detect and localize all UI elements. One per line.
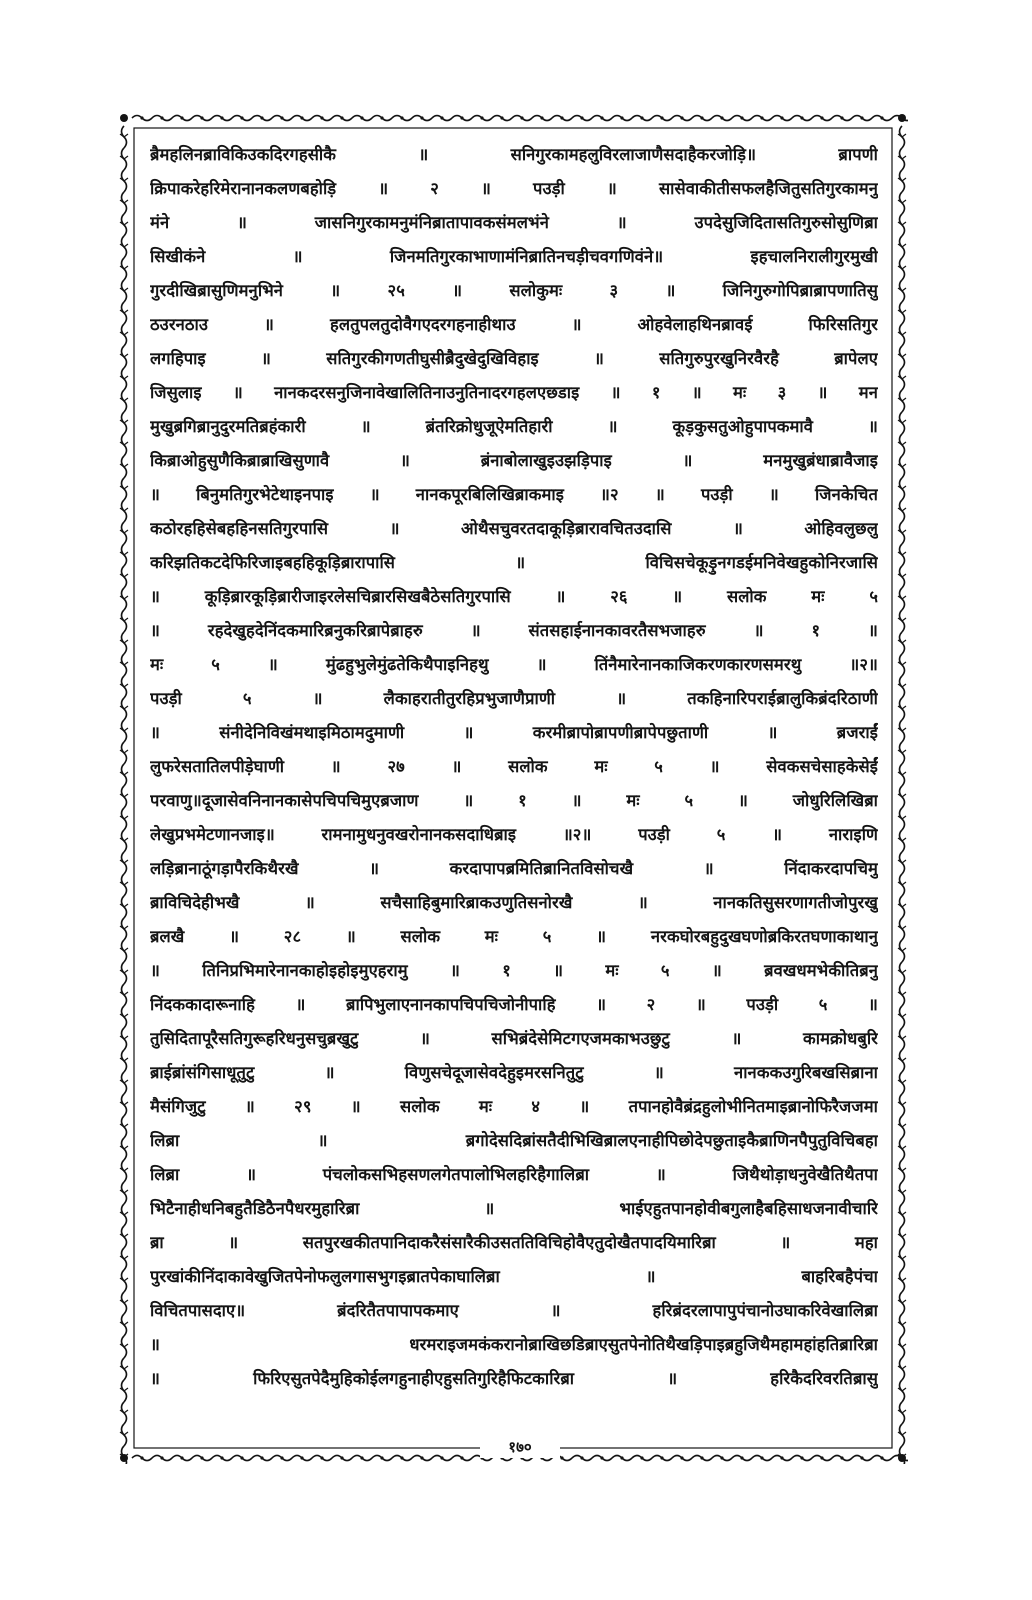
text-line: सिखीकंने ॥ जिनमतिगुरकाभाणामंनिब्रातिनचड़ीचवगणिवंने॥ इहचालनिरालीगुरमुखी xyxy=(150,247,878,266)
text-line: ॥ कूड़िब्रारकूड़िब्रारीजाइरलेसचिब्रारसिखबैठेसतिगुरपासि ॥ २६ ॥ सलोक मः ५ xyxy=(150,587,878,606)
text-line: ब्राविचिदेहीभखै ॥ सचैसाहिबुमारिब्राकउणुतिसनोरखै ॥ नानकतिसुसरणागतीजोपुरखु xyxy=(150,893,878,912)
text-line xyxy=(150,1398,878,1428)
text-line: ॥ धरमराइजमकंकरानोब्राखिछडिब्राएसुतपेनोतिथैखड़िपाइब्रहुजिथैमहामहांहतिब्रारिब्रा xyxy=(150,1335,878,1354)
text-line: ठउरनठाउ ॥ हलतुपलतुदोवैगएदरगहनाहीथाउ ॥ ओहवेलाहथिनब्रावई फिरिसतिगुर xyxy=(150,315,878,334)
text-line: क्रिपाकरेहरिमेरानानकलणबहोड़ि ॥ २ ॥ पउड़ी ॥ सासेवाकीतीसफलहैजितुसतिगुरकामनु xyxy=(150,179,878,198)
text-line: विचितपासदाए॥ ब्रंदरितैतपापापकमाए ॥ हरिब्रंदरलापापुपंचानोउघाकरिवेखालिब्रा xyxy=(150,1301,878,1320)
text-line: ॥ फिरिएसुतपेदैमुहिकोईलगहुनाहीएहुसतिगुरिहैफिटकारिब्रा ॥ हरिकैदरिवरतिब्रासु xyxy=(150,1369,878,1388)
text-line: ॥ संनीदेनिविखंमथाइमिठामदुमाणी ॥ करमीब्रापोब्रापणीब्रापेपछुताणी ॥ ब्रजराईं xyxy=(150,723,878,742)
text-line: गुरदीखिब्रासुणिमनुभिने ॥ २५ ॥ सलोकुमः ३ ॥ जिनिगुरुगोपिब्राब्रापणातिसु xyxy=(150,281,878,300)
text-line: ब्रैमहलिनब्राविकिउकदिरगहसीकै ॥ सनिगुरकामहलुविरलाजाणैसदाहैकरजोड़ि॥ ब्रापणी xyxy=(150,145,878,164)
text-line: ॥ तिनिप्रभिमारेनानकाहोइहोइमुएहरामु ॥ १ ॥ मः ५ ॥ ब्रवखधमभेकीतिब्रनु xyxy=(150,961,878,980)
text-line: मः ५ ॥ मुंढहुभुलेमुंढतेकिथैपाइनिहथु ॥ तिंनैमारेनानकाजिकरणकारणसमरथु ॥२॥ xyxy=(150,655,878,674)
text-line: मुखुब्रगिब्रानुदुरमतिब्रहंकारी ॥ ब्रंतरिक्रोधुजूऐमतिहारी ॥ कूड़कुसतुओहुपापकमावै ॥ xyxy=(150,417,878,436)
text-line: लगहिपाइ ॥ सतिगुरकीगणतीघुसीब्रैदुखेदुखिविहाइ ॥ सतिगुरुपुरखुनिरवैरहै ब्रापेलए xyxy=(150,349,878,368)
text-line: लड़िब्रानाठूंगड़ापैरकिथैरखै ॥ करदापापब्रमितिब्रानितविसोचखै ॥ निंदाकरदापचिमु xyxy=(150,859,878,878)
text-line: जिसुलाइ ॥ नानकदरसनुजिनावेखालितिनाउनुतिनादरगहलएछडाइ ॥ १ ॥ मः ३ ॥ मन xyxy=(150,383,878,402)
text-line: ॥ रहदेखुहदेनिंदकमारिब्रनुकरिब्रापेब्राहरु ॥ संतसहाईनानकावरतैसभजाहरु ॥ १ ॥ xyxy=(150,621,878,640)
text-line: करिझतिकटदेफिरिजाइबहहिकूड़िब्रारापासि ॥ विचिसचेकूड़ुनगडईमनिवेखहुकोनिरजासि xyxy=(150,553,878,572)
text-line: किब्राओहुसुणैकिब्राब्राखिसुणावै ॥ ब्रंनाबोलाखुइउझड़िपाइ ॥ मनमुखुब्रंधाब्रावैजाइ xyxy=(150,451,878,470)
text-line: पुरखांकीनिंदाकावेखुजितपेनोफलुलगासभुगइब्रातपेकाघालिब्रा ॥ बाहरिबहैपंचा xyxy=(150,1267,878,1286)
text-line: कठोरहहिसेबहहिनसतिगुरपासि ॥ ओथैसचुवरतदाकूड़िब्रारावचितउदासि ॥ ओहिवलुछलु xyxy=(150,519,878,538)
text-line: लुफरेसतातिलपीड़ेघाणी ॥ २७ ॥ सलोक मः ५ ॥ सेवकसचेसाहकेसेईं xyxy=(150,757,878,776)
text-line: ब्रलखै ॥ २८ ॥ सलोक मः ५ ॥ नरकघोरबहुदुखघणोब्रकिरतघणाकाथानु xyxy=(150,927,878,946)
text-line: निंदककादारूनाहि ॥ ब्रापिभुलाएनानकापचिपचिजोनीपाहि ॥ २ ॥ पउड़ी ५ ॥ xyxy=(150,995,878,1014)
text-line: लेखुप्रभमेटणानजाइ॥ रामनामुधनुवखरोनानकसदाधिब्राइ ॥२॥ पउड़ी ५ ॥ नाराइणि xyxy=(150,825,878,844)
text-line: भिटैनाहीधनिबहुतैडिठैनपैधरमुहारिब्रा ॥ भाईएहुतपानहोवीबगुलाहैबहिसाधजनावीचारि xyxy=(150,1199,878,1218)
text-line: लिब्रा ॥ पंचलोकसभिहसणलगेतपालोभिलहरिहैगालिब्रा ॥ जिथैथोड़ाधनुवेखैतिथैतपा xyxy=(150,1165,878,1184)
text-line: मंने ॥ जासनिगुरकामनुमंनिब्रातापावकसंमलभंने ॥ उपदेसुजिदितासतिगुरुसोसुणिब्रा xyxy=(150,213,878,232)
text-line: मैसंगिजुटु ॥ २९ ॥ सलोक मः ४ ॥ तपानहोवैब्रंद्रहुलोभीनितमाइब्रानोफिरैजजमा xyxy=(150,1097,878,1116)
text-line: परवाणु॥दूजासेवनिनानकासेपचिपचिमुएब्रजाण ॥ १ ॥ मः ५ ॥ जोधुरिलिखिब्रा xyxy=(150,791,878,810)
page-number: १७० xyxy=(480,1436,560,1458)
text-line: ॥ बिनुमतिगुरभेटेथाइनपाइ ॥ नानकपूरबिलिखिब्राकमाइ ॥२ ॥ पउड़ी ॥ जिनकेचित xyxy=(150,485,878,504)
gurbani-text-block xyxy=(150,140,878,1430)
text-line: लिब्रा ॥ ब्रगोदेसदिब्रांसतैदीभिखिब्रालएनाहीपिछोदेपछुताइकैब्राणिनपैपुतुविचिबहा xyxy=(150,1131,878,1150)
text-line: तुसिदितापूरैसतिगुरूहरिधनुसचुब्रखुटु ॥ सभिब्रंदेसेमिटगएजमकाभउछुटु ॥ कामक्रोधबुरि xyxy=(150,1029,878,1048)
text-line: ब्रा ॥ सतपुरखकीतपानिदाकरैसंसारैकीउसततिविचिहोवैएतुदोखैतपादयिमारिब्रा ॥ महा xyxy=(150,1233,878,1252)
text-line: पउड़ी ५ ॥ लैकाहरातीतुरहिप्रभुजाणैप्राणी ॥ तकहिनारिपराईब्रालुकिब्रंदरिठाणी xyxy=(150,689,878,708)
text-line: ब्राईब्रांसंगिसाधूतुटु ॥ विणुसचेदूजासेवदेहुइमरसनितुटु ॥ नानककउगुरिबखसिब्राना xyxy=(150,1063,878,1082)
